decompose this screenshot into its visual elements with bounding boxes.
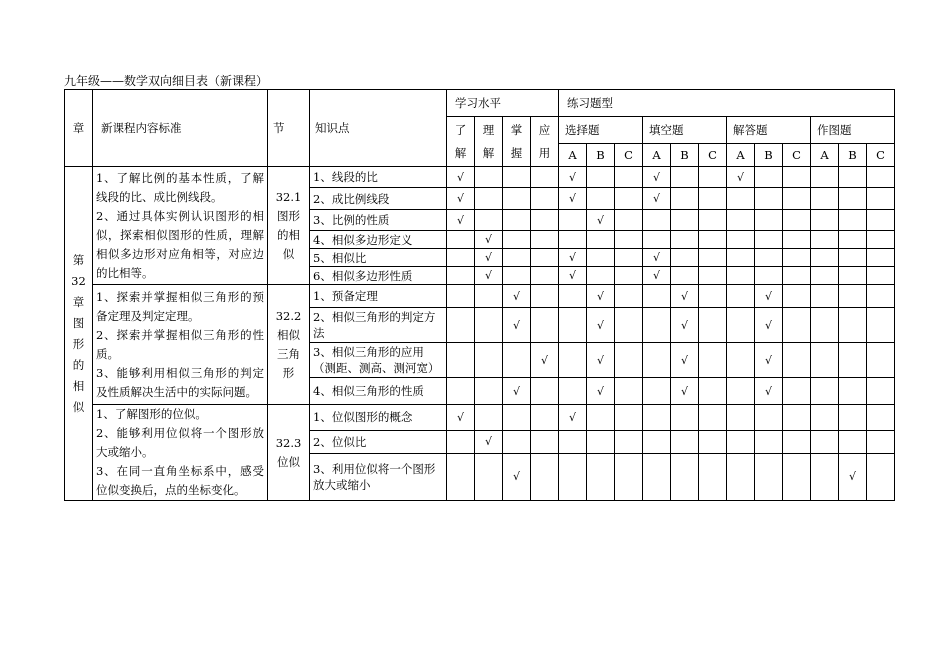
empty-cell xyxy=(531,231,559,249)
empty-cell xyxy=(531,285,559,308)
check-mark: √ xyxy=(503,453,531,500)
empty-cell xyxy=(531,378,559,405)
empty-cell xyxy=(503,167,531,188)
empty-cell xyxy=(447,378,475,405)
empty-cell xyxy=(811,285,839,308)
check-mark: √ xyxy=(587,210,615,231)
empty-cell xyxy=(671,231,699,249)
empty-cell xyxy=(755,188,783,210)
type-answer: 解答题 xyxy=(727,117,811,144)
empty-cell xyxy=(475,453,503,500)
check-mark: √ xyxy=(587,343,615,378)
empty-cell xyxy=(587,167,615,188)
empty-cell xyxy=(503,188,531,210)
empty-cell xyxy=(615,343,643,378)
empty-cell xyxy=(727,343,755,378)
empty-cell xyxy=(699,343,727,378)
table-row xyxy=(65,167,895,188)
check-mark: √ xyxy=(475,267,503,285)
check-mark: √ xyxy=(755,343,783,378)
header-row-1 xyxy=(65,90,895,117)
empty-cell xyxy=(867,188,895,210)
empty-cell xyxy=(867,405,895,431)
grade-a-header: A xyxy=(727,144,755,167)
empty-cell xyxy=(783,210,811,231)
grade-a-header: A xyxy=(811,144,839,167)
check-mark: √ xyxy=(531,343,559,378)
check-mark: √ xyxy=(475,249,503,267)
empty-cell xyxy=(867,430,895,453)
empty-cell xyxy=(755,405,783,431)
empty-cell xyxy=(755,267,783,285)
empty-cell xyxy=(671,267,699,285)
empty-cell xyxy=(839,188,867,210)
empty-cell xyxy=(643,430,671,453)
empty-cell xyxy=(727,267,755,285)
empty-cell xyxy=(475,343,503,378)
type-fill: 填空题 xyxy=(643,117,727,144)
grade-a-header: A xyxy=(643,144,671,167)
empty-cell xyxy=(867,378,895,405)
empty-cell xyxy=(615,210,643,231)
level-label: 了 解 xyxy=(454,122,467,160)
empty-cell xyxy=(811,308,839,343)
empty-cell xyxy=(699,231,727,249)
empty-cell xyxy=(867,210,895,231)
empty-cell xyxy=(867,343,895,378)
header-exercise-type: 练习题型 xyxy=(559,90,895,117)
content-standard: 1、了解比例的基本性质，了解线段的比、成比例线段。 2、通过具体实例认识图形的相似，探索相似图形的性质，理解相似多边形对应角相等，对应边的比相等。 xyxy=(93,167,268,285)
empty-cell xyxy=(531,167,559,188)
empty-cell xyxy=(671,167,699,188)
check-mark: √ xyxy=(503,378,531,405)
header-knowledge: 知识点 xyxy=(310,90,447,167)
empty-cell xyxy=(727,378,755,405)
empty-cell xyxy=(699,378,727,405)
empty-cell xyxy=(671,405,699,431)
grade-c-header: C xyxy=(783,144,811,167)
table-row xyxy=(65,285,895,308)
check-mark: √ xyxy=(447,188,475,210)
empty-cell xyxy=(727,188,755,210)
empty-cell xyxy=(699,430,727,453)
empty-cell xyxy=(587,453,615,500)
empty-cell xyxy=(811,343,839,378)
empty-cell xyxy=(475,308,503,343)
empty-cell xyxy=(615,188,643,210)
empty-cell xyxy=(475,188,503,210)
empty-cell xyxy=(839,167,867,188)
check-mark: √ xyxy=(559,267,587,285)
empty-cell xyxy=(447,231,475,249)
empty-cell xyxy=(699,267,727,285)
empty-cell xyxy=(699,210,727,231)
grade-b-header: B xyxy=(839,144,867,167)
empty-cell xyxy=(839,249,867,267)
empty-cell xyxy=(839,267,867,285)
empty-cell xyxy=(447,285,475,308)
empty-cell xyxy=(559,453,587,500)
empty-cell xyxy=(811,453,839,500)
empty-cell xyxy=(755,249,783,267)
header-section: 节 xyxy=(268,90,310,167)
section-cell: 32.2 相似 三角 形 xyxy=(268,285,310,405)
empty-cell xyxy=(559,378,587,405)
empty-cell xyxy=(699,249,727,267)
table-row xyxy=(65,405,895,431)
empty-cell xyxy=(503,430,531,453)
grade-c-header: C xyxy=(699,144,727,167)
empty-cell xyxy=(615,308,643,343)
chapter-label: 第 32 章 图 形 的 相 似 xyxy=(71,252,86,414)
empty-cell xyxy=(839,285,867,308)
empty-cell xyxy=(755,167,783,188)
grade-a-header: A xyxy=(559,144,587,167)
empty-cell xyxy=(839,405,867,431)
check-mark: √ xyxy=(503,285,531,308)
chapter-cell xyxy=(65,167,93,501)
empty-cell xyxy=(727,285,755,308)
empty-cell xyxy=(811,405,839,431)
check-mark: √ xyxy=(839,453,867,500)
empty-cell xyxy=(671,249,699,267)
empty-cell xyxy=(643,308,671,343)
check-mark: √ xyxy=(559,167,587,188)
knowledge-point: 1、位似图形的概念 xyxy=(310,405,447,431)
empty-cell xyxy=(615,267,643,285)
check-mark: √ xyxy=(643,188,671,210)
empty-cell xyxy=(839,430,867,453)
knowledge-point: 2、成比例线段 xyxy=(310,188,447,210)
knowledge-point: 4、相似三角形的性质 xyxy=(310,378,447,405)
empty-cell xyxy=(755,231,783,249)
grade-b-header: B xyxy=(587,144,615,167)
check-mark: √ xyxy=(755,285,783,308)
empty-cell xyxy=(783,188,811,210)
header-chapter: 章 xyxy=(65,90,93,167)
check-mark: √ xyxy=(447,405,475,431)
empty-cell xyxy=(811,188,839,210)
empty-cell xyxy=(475,210,503,231)
level-comprehend xyxy=(475,117,503,167)
empty-cell xyxy=(727,210,755,231)
level-label: 应 用 xyxy=(538,122,551,160)
empty-cell xyxy=(503,249,531,267)
level-apply xyxy=(531,117,559,167)
empty-cell xyxy=(811,267,839,285)
grade-c-header: C xyxy=(867,144,895,167)
empty-cell xyxy=(783,308,811,343)
check-mark: √ xyxy=(447,167,475,188)
content-standard: 1、了解图形的位似。 2、能够利用位似将一个图形放大或缩小。 3、在同一直角坐标系中，感受位似变换后，点的坐标变化。 xyxy=(93,405,268,501)
empty-cell xyxy=(503,343,531,378)
empty-cell xyxy=(867,167,895,188)
check-mark: √ xyxy=(447,210,475,231)
empty-cell xyxy=(699,167,727,188)
empty-cell xyxy=(615,249,643,267)
content-standard: 1、探索并掌握相似三角形的预备定理及判定定理。 2、探索并掌握相似三角形的性质。 3、能够利用相似三角形的判定及性质解决生活中的实际问题。 xyxy=(93,285,268,405)
empty-cell xyxy=(447,430,475,453)
empty-cell xyxy=(867,267,895,285)
empty-cell xyxy=(503,231,531,249)
empty-cell xyxy=(671,430,699,453)
empty-cell xyxy=(587,405,615,431)
empty-cell xyxy=(867,285,895,308)
empty-cell xyxy=(783,167,811,188)
check-mark: √ xyxy=(475,430,503,453)
check-mark: √ xyxy=(643,267,671,285)
check-mark: √ xyxy=(727,167,755,188)
check-mark: √ xyxy=(587,378,615,405)
empty-cell xyxy=(867,249,895,267)
empty-cell xyxy=(643,378,671,405)
knowledge-point: 1、线段的比 xyxy=(310,167,447,188)
check-mark: √ xyxy=(671,285,699,308)
empty-cell xyxy=(447,343,475,378)
level-label: 掌 握 xyxy=(510,122,523,160)
empty-cell xyxy=(475,285,503,308)
empty-cell xyxy=(531,249,559,267)
empty-cell xyxy=(783,267,811,285)
empty-cell xyxy=(755,453,783,500)
empty-cell xyxy=(559,308,587,343)
empty-cell xyxy=(727,405,755,431)
empty-cell xyxy=(671,453,699,500)
empty-cell xyxy=(587,249,615,267)
empty-cell xyxy=(559,210,587,231)
empty-cell xyxy=(783,249,811,267)
check-mark: √ xyxy=(755,378,783,405)
empty-cell xyxy=(447,453,475,500)
header-standard: 新课程内容标准 xyxy=(93,90,268,167)
empty-cell xyxy=(671,188,699,210)
empty-cell xyxy=(503,405,531,431)
empty-cell xyxy=(643,231,671,249)
section-cell: 32.1 图形 的相 似 xyxy=(268,167,310,285)
section-cell: 32.3 位似 xyxy=(268,405,310,501)
empty-cell xyxy=(783,343,811,378)
empty-cell xyxy=(783,405,811,431)
level-label: 理 解 xyxy=(482,122,495,160)
check-mark: √ xyxy=(587,285,615,308)
empty-cell xyxy=(867,308,895,343)
empty-cell xyxy=(475,378,503,405)
empty-cell xyxy=(475,405,503,431)
empty-cell xyxy=(643,453,671,500)
empty-cell xyxy=(783,285,811,308)
empty-cell xyxy=(727,231,755,249)
empty-cell xyxy=(643,405,671,431)
empty-cell xyxy=(811,378,839,405)
check-mark: √ xyxy=(671,308,699,343)
empty-cell xyxy=(587,267,615,285)
empty-cell xyxy=(755,210,783,231)
empty-cell xyxy=(643,343,671,378)
check-mark: √ xyxy=(587,308,615,343)
empty-cell xyxy=(615,453,643,500)
empty-cell xyxy=(615,430,643,453)
empty-cell xyxy=(615,405,643,431)
empty-cell xyxy=(811,249,839,267)
knowledge-point: 2、位似比 xyxy=(310,430,447,453)
check-mark: √ xyxy=(503,308,531,343)
knowledge-point: 4、相似多边形定义 xyxy=(310,231,447,249)
empty-cell xyxy=(727,308,755,343)
empty-cell xyxy=(615,231,643,249)
empty-cell xyxy=(531,308,559,343)
specification-table xyxy=(64,89,895,501)
empty-cell xyxy=(783,453,811,500)
empty-cell xyxy=(615,167,643,188)
empty-cell xyxy=(475,167,503,188)
empty-cell xyxy=(531,430,559,453)
grade-c-header: C xyxy=(615,144,643,167)
empty-cell xyxy=(615,378,643,405)
empty-cell xyxy=(755,430,783,453)
empty-cell xyxy=(531,188,559,210)
empty-cell xyxy=(671,210,699,231)
empty-cell xyxy=(811,430,839,453)
empty-cell xyxy=(587,188,615,210)
check-mark: √ xyxy=(559,405,587,431)
empty-cell xyxy=(559,430,587,453)
empty-cell xyxy=(867,453,895,500)
knowledge-point: 6、相似多边形性质 xyxy=(310,267,447,285)
empty-cell xyxy=(615,285,643,308)
check-mark: √ xyxy=(671,378,699,405)
empty-cell xyxy=(811,210,839,231)
empty-cell xyxy=(559,285,587,308)
empty-cell xyxy=(839,343,867,378)
empty-cell xyxy=(531,453,559,500)
header-learning-level: 学习水平 xyxy=(447,90,559,117)
level-understand-basic xyxy=(447,117,475,167)
empty-cell xyxy=(447,249,475,267)
type-drawing: 作图题 xyxy=(811,117,895,144)
knowledge-point: 3、利用位似将一个图形放大或缩小 xyxy=(310,453,447,500)
knowledge-point: 5、相似比 xyxy=(310,249,447,267)
knowledge-point: 2、相似三角形的判定方法 xyxy=(310,308,447,343)
empty-cell xyxy=(531,267,559,285)
check-mark: √ xyxy=(755,308,783,343)
empty-cell xyxy=(727,249,755,267)
empty-cell xyxy=(643,210,671,231)
check-mark: √ xyxy=(559,249,587,267)
empty-cell xyxy=(727,453,755,500)
empty-cell xyxy=(531,405,559,431)
empty-cell xyxy=(811,231,839,249)
document-title: 九年级——数学双向细目表（新课程） xyxy=(64,74,269,88)
empty-cell xyxy=(447,308,475,343)
empty-cell xyxy=(783,378,811,405)
grade-b-header: B xyxy=(755,144,783,167)
grade-b-header: B xyxy=(671,144,699,167)
empty-cell xyxy=(699,188,727,210)
empty-cell xyxy=(811,167,839,188)
check-mark: √ xyxy=(643,249,671,267)
check-mark: √ xyxy=(643,167,671,188)
knowledge-point: 1、预备定理 xyxy=(310,285,447,308)
check-mark: √ xyxy=(671,343,699,378)
empty-cell xyxy=(643,285,671,308)
level-master xyxy=(503,117,531,167)
empty-cell xyxy=(559,343,587,378)
check-mark: √ xyxy=(559,188,587,210)
empty-cell xyxy=(699,308,727,343)
empty-cell xyxy=(783,231,811,249)
type-choice: 选择题 xyxy=(559,117,643,144)
knowledge-point: 3、相似三角形的应用（测距、测高、测河宽） xyxy=(310,343,447,378)
empty-cell xyxy=(587,430,615,453)
empty-cell xyxy=(867,231,895,249)
empty-cell xyxy=(699,453,727,500)
empty-cell xyxy=(447,267,475,285)
empty-cell xyxy=(839,231,867,249)
check-mark: √ xyxy=(475,231,503,249)
empty-cell xyxy=(503,267,531,285)
knowledge-point: 3、比例的性质 xyxy=(310,210,447,231)
empty-cell xyxy=(559,231,587,249)
empty-cell xyxy=(727,430,755,453)
empty-cell xyxy=(839,378,867,405)
empty-cell xyxy=(699,285,727,308)
empty-cell xyxy=(503,210,531,231)
empty-cell xyxy=(531,210,559,231)
empty-cell xyxy=(587,231,615,249)
empty-cell xyxy=(699,405,727,431)
empty-cell xyxy=(839,210,867,231)
empty-cell xyxy=(783,430,811,453)
empty-cell xyxy=(839,308,867,343)
